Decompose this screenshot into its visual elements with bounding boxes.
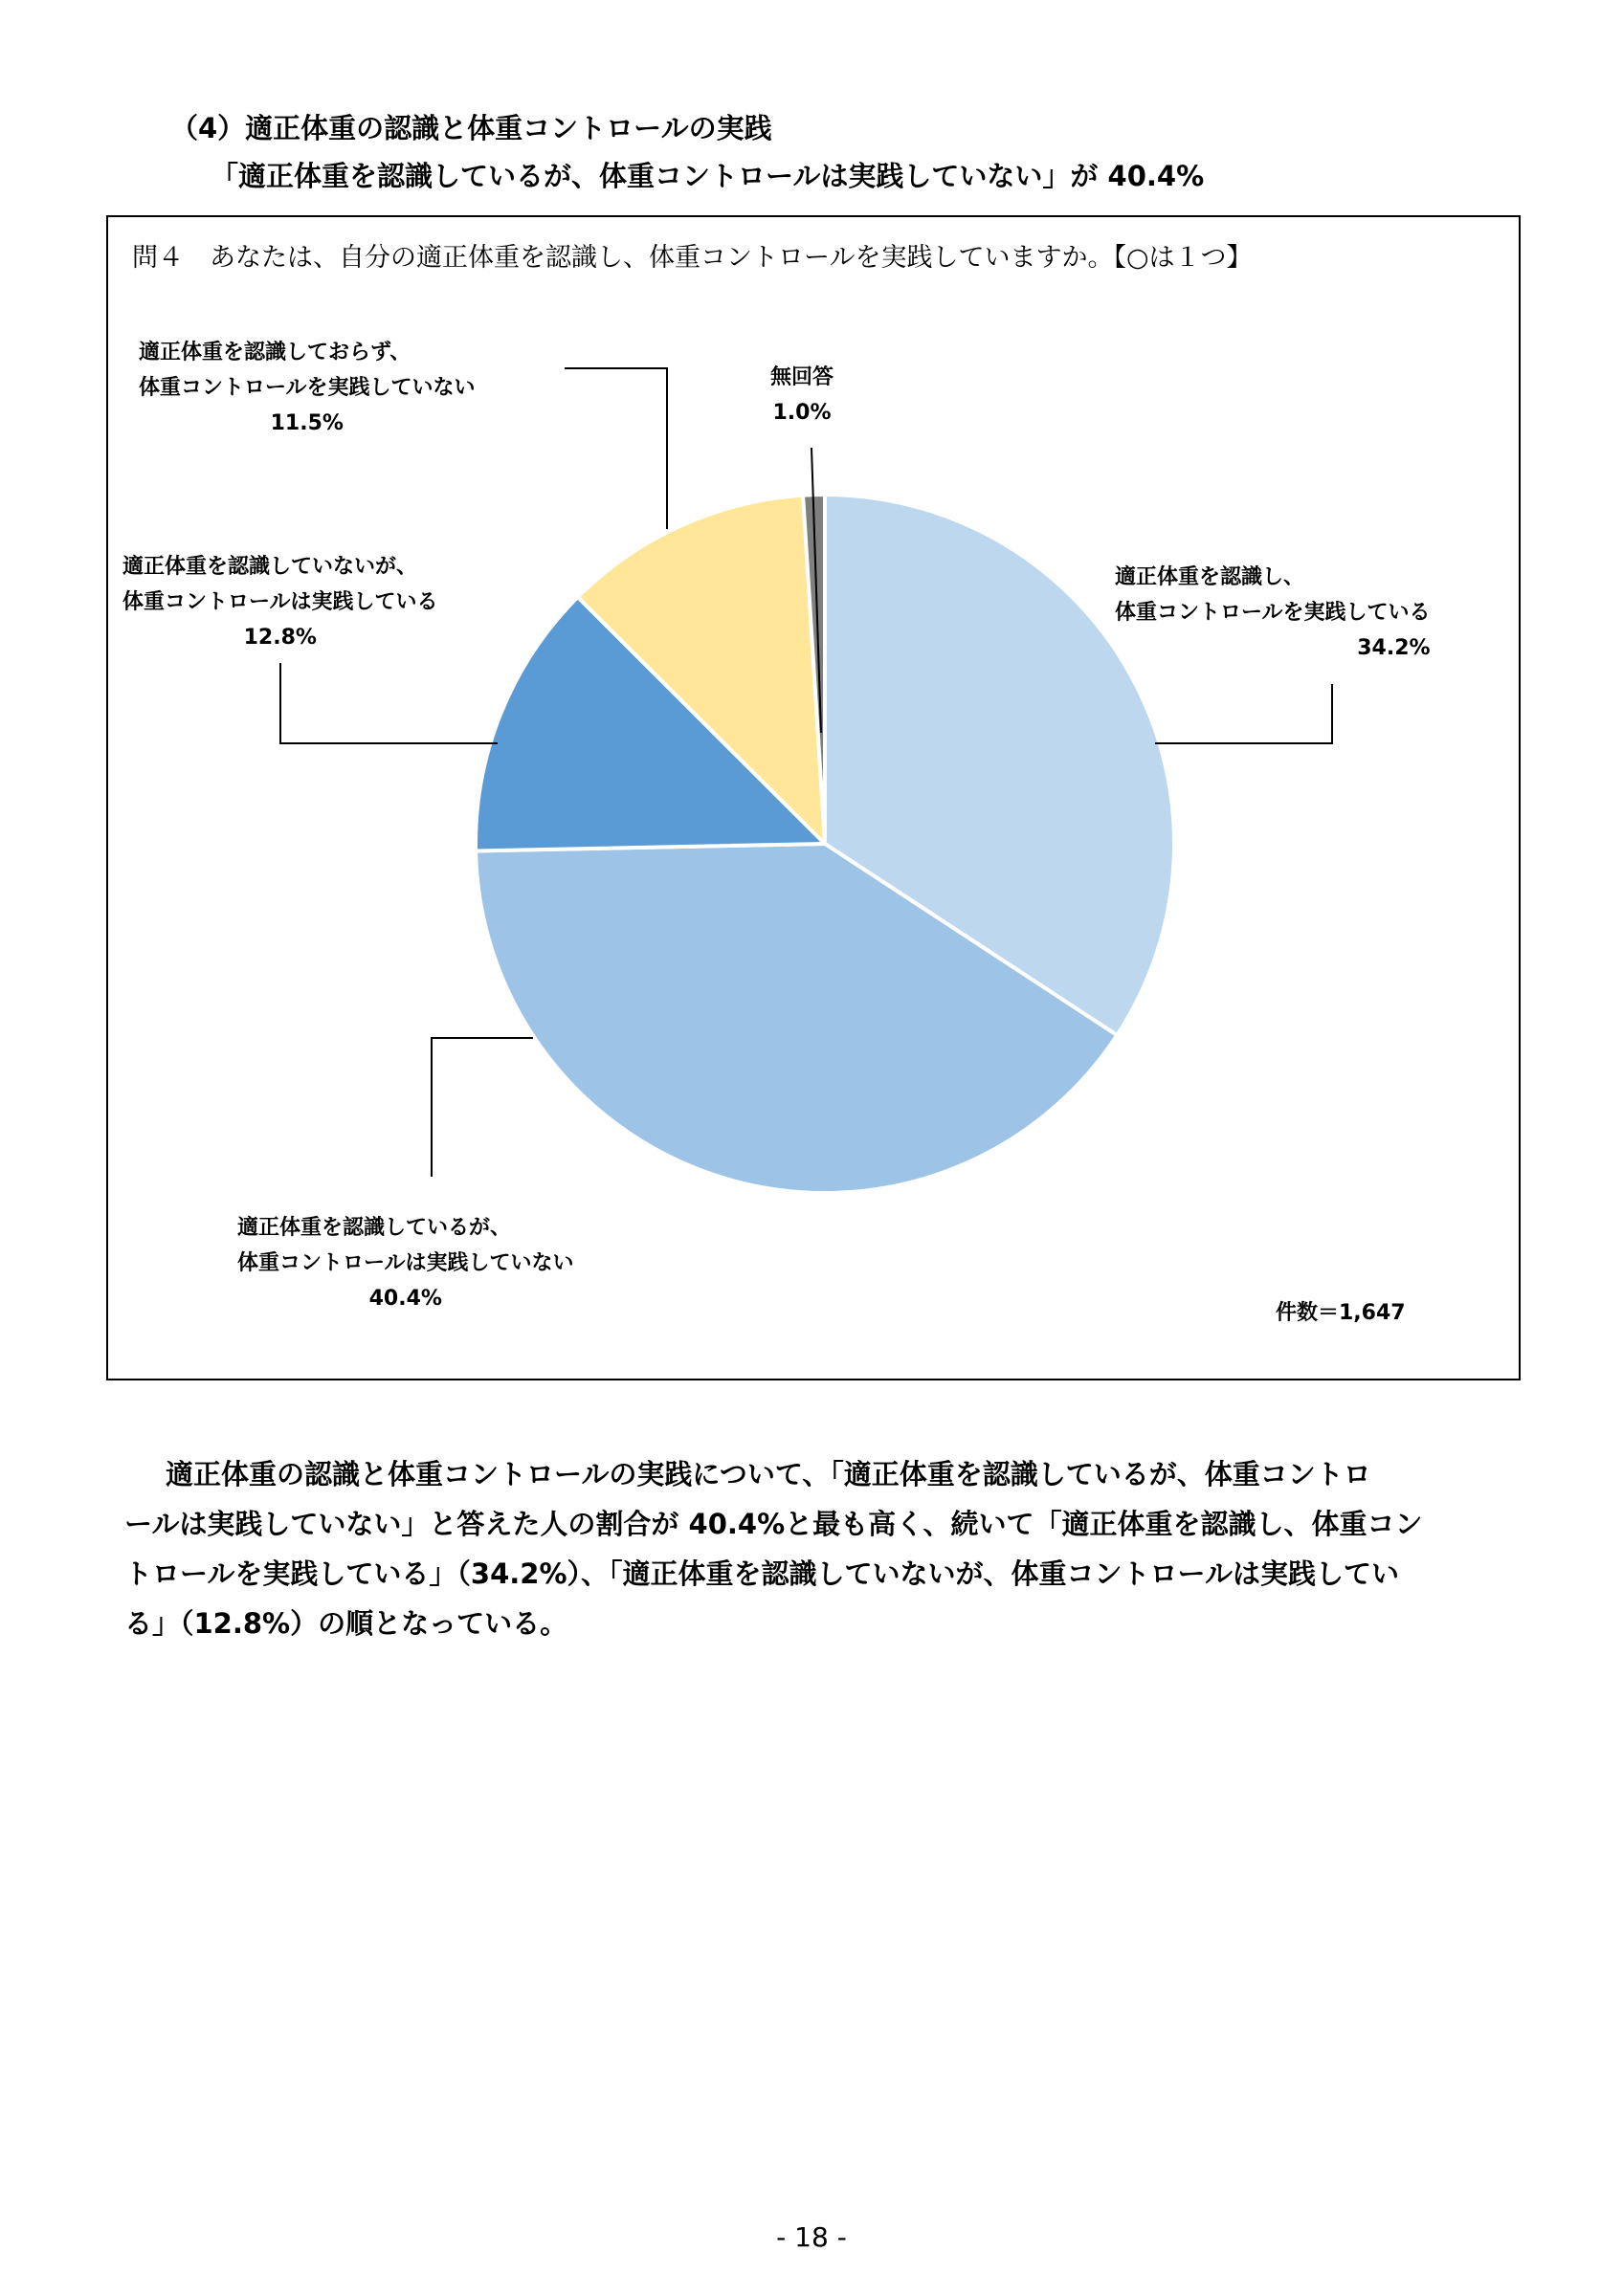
- sample-count: 件数＝1,647: [1276, 1301, 1406, 1325]
- slice-label-s3: 適正体重を認識していないが、 体重コントロールは実践している 12.8%: [122, 555, 438, 650]
- leader-line-s3: [280, 663, 498, 743]
- paragraph-line: トロールを実践している」（34.2%）、「適正体重を認識していないが、体重コントロールは実践してい: [124, 1557, 1399, 1590]
- slice-label-s1: 適正体重を認識し、 体重コントロールを実践している 34.2%: [1115, 565, 1431, 660]
- chart-title: 問４ あなたは、自分の適正体重を認識し、体重コントロールを実践していますか。【○は１つ】: [132, 243, 1253, 273]
- slice-label-s2: 適正体重を認識しているが、 体重コントロールは実践していない 40.4%: [237, 1216, 574, 1311]
- section-heading: （4）適正体重の認識と体重コントロールの実践: [170, 112, 772, 144]
- paragraph-line: る」（12.8%）の順となっている。: [124, 1607, 568, 1640]
- slice-label-s4: 適正体重を認識しておらず、 体重コントロールを実践していない 11.5%: [139, 341, 476, 435]
- slice-label-s5: 無回答 1.0%: [770, 365, 834, 425]
- leader-line-s1: [1155, 684, 1332, 743]
- page-number: - 18 -: [776, 2221, 847, 2253]
- paragraph-line: 適正体重の認識と体重コントロールの実践について、「適正体重を認識しているが、体重コントロ: [166, 1458, 1371, 1490]
- leader-line-s2: [432, 1038, 533, 1177]
- paragraph-line: ールは実践していない」と答えた人の割合が 40.4%と最も高く、続いて「適正体重を認識し、体重コン: [124, 1508, 1423, 1540]
- section-subheading: 「適正体重を認識しているが、体重コントロールは実践していない」が 40.4%: [211, 160, 1205, 192]
- leader-line-s4: [565, 368, 667, 529]
- summary-paragraph: [124, 1449, 1502, 1648]
